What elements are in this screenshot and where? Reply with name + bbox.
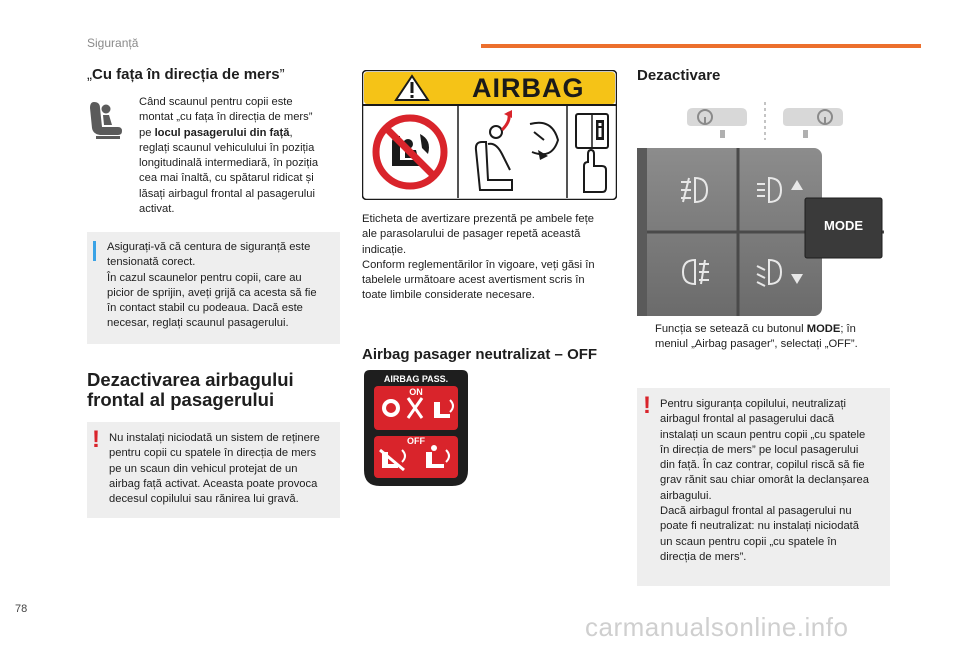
text-run: ; în bbox=[840, 323, 856, 335]
page-number: 78 bbox=[15, 603, 28, 615]
steering-position-diagram bbox=[683, 100, 848, 142]
text-line: montat „cu fața în direcția de mers” bbox=[139, 111, 313, 124]
mode-button[interactable]: MODE bbox=[824, 218, 863, 233]
text-line: toate limbile considerate necesare. bbox=[362, 289, 535, 302]
text-line: în direcția de mers” pe locul pasagerului bbox=[660, 443, 859, 456]
text-line: airbagul frontal al pasagerului dacă bbox=[660, 413, 835, 426]
text-line: tabelele următoare acest avertisment scris în bbox=[362, 274, 585, 287]
quote-open: „ bbox=[87, 66, 92, 83]
text-line bbox=[139, 126, 344, 141]
child-safety-warning-box bbox=[637, 388, 890, 586]
info-box bbox=[87, 232, 340, 344]
text-line: grav rănit sau chiar omorât la declanșarea bbox=[660, 474, 869, 487]
text-line: direcția de mers”. bbox=[660, 550, 747, 563]
heading-line: Dezactivarea airbagului bbox=[87, 369, 294, 390]
airbag-warning-label bbox=[362, 70, 617, 200]
airbag-indicator-panel bbox=[364, 370, 468, 486]
text-line: un scaun pentru copii „cu spatele în bbox=[660, 535, 837, 548]
airbag-off-heading: Airbag pasager neutralizat – OFF bbox=[362, 346, 598, 363]
section-label: Siguranță bbox=[87, 36, 139, 50]
forward-facing-instructions bbox=[139, 95, 344, 217]
control-panel-image bbox=[637, 148, 884, 316]
text-line: indicație. bbox=[362, 243, 407, 256]
warning-icon: ! bbox=[92, 426, 100, 453]
text-line: Pentru siguranța copilului, neutralizați bbox=[660, 398, 846, 410]
warning-icon: ! bbox=[643, 392, 651, 419]
indicator-title: AIRBAG PASS. bbox=[383, 374, 449, 384]
text-run-bold: locul pasagerului din față bbox=[154, 126, 290, 139]
label-description bbox=[362, 212, 622, 304]
text-line: longitudinală intermediară, în poziția bbox=[139, 157, 319, 170]
text-line: Când scaunul pentru copii este bbox=[139, 96, 293, 108]
indicator-on-label: ON bbox=[409, 387, 423, 397]
text-line: pentru copii cu spatele în direcția de mers bbox=[109, 447, 317, 460]
text-line: cea mai înaltă, cu spătarul ridicat și bbox=[139, 172, 314, 185]
deactivation-section-heading bbox=[87, 370, 342, 410]
forward-facing-heading bbox=[87, 66, 285, 83]
header-accent-bar bbox=[481, 44, 921, 48]
text-line: picior de sprijin, aveți grijă ca acesta să fie bbox=[107, 286, 317, 299]
text-line: În cazul scaunelor pentru copii, care au bbox=[107, 271, 302, 284]
info-marker bbox=[93, 241, 96, 261]
text-line: tensionată corect. bbox=[107, 256, 196, 269]
text-line: necesar, reglați scaunul pasagerului. bbox=[107, 317, 289, 330]
text-line: Nu instalați niciodată un sistem de reținere bbox=[109, 432, 320, 444]
text-line: Eticheta de avertizare prezentă pe ambele fețe bbox=[362, 213, 594, 225]
text-run: , bbox=[289, 126, 293, 139]
warning-box bbox=[87, 422, 340, 518]
text-line: lăsați airbagul frontal al pasagerului bbox=[139, 187, 316, 200]
child-seat-icon bbox=[86, 98, 126, 142]
text-line: activat. bbox=[139, 203, 175, 216]
watermark: carmanualsonline.info bbox=[585, 612, 849, 642]
airbag-label-title: AIRBAG bbox=[472, 73, 585, 103]
heading-text: Cu fața în direcția de mers bbox=[92, 66, 280, 83]
mode-instruction bbox=[637, 322, 887, 353]
text-line: reglați scaunul vehiculului în poziția bbox=[139, 141, 315, 154]
text-line bbox=[637, 322, 887, 337]
text-line: meniul „Airbag pasager”, selectați „OFF”. bbox=[655, 338, 858, 351]
text-line: Dacă airbagul frontal al pasagerului nu bbox=[660, 505, 852, 518]
text-line: ale parasolarului de pasager repetă această bbox=[362, 228, 581, 241]
text-line: pe un scaun din vehicul protejat de un bbox=[109, 462, 298, 475]
text-run: Funcția se setează cu butonul bbox=[655, 323, 807, 335]
indicator-off-label: OFF bbox=[407, 436, 425, 446]
text-run-bold: MODE bbox=[806, 323, 841, 335]
text-line: airbag față activat. Aceasta poate provoca bbox=[109, 477, 318, 490]
text-line: poate fi neutralizat: nu instalați niciodată bbox=[660, 520, 860, 533]
text-line: Conform reglementărilor în vigoare, veți găsi în bbox=[362, 258, 595, 271]
quote-close: ” bbox=[279, 66, 285, 83]
heading-line: frontal al pasagerului bbox=[87, 389, 275, 410]
text-line: decesul copilului sau rănirea lui gravă. bbox=[109, 493, 299, 506]
text-line: Asigurați-vă că centura de siguranță este bbox=[107, 241, 311, 253]
text-line: airbagului. bbox=[660, 489, 712, 502]
deactivation-heading: Dezactivare bbox=[637, 67, 721, 84]
text-line: instalați un scaun pentru copii „cu spatele bbox=[660, 428, 866, 441]
text-run: pe bbox=[139, 126, 155, 139]
text-line: din față. În caz contrar, copilul riscă să fie bbox=[660, 459, 865, 472]
text-line: în contact stabil cu podeaua. Dacă este bbox=[107, 302, 303, 315]
